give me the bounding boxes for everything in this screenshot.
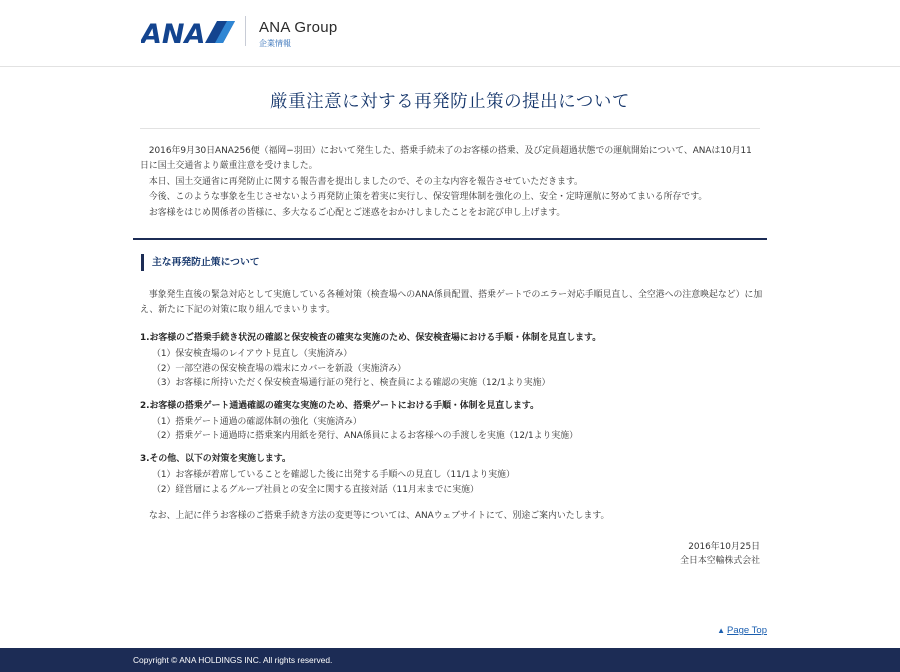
header-divider	[245, 16, 246, 46]
intro-paragraph: 今後、このような事象を生じさせないよう再発防止策を着実に実行し、保安管理体制を強化の上、安全・定時運航に努めてまいる所存です。	[148, 192, 708, 203]
ana-logo-text: ANA	[141, 19, 206, 46]
site-header	[0, 0, 900, 67]
measure-item: （1）搭乗ゲート通過の確認体制の強化（実施済み）	[152, 416, 362, 427]
copyright: Copyright © ANA HOLDINGS INC. All rights reserved.	[133, 655, 333, 665]
intro-text	[140, 144, 760, 221]
measure-heading: 3.その他、以下の対策を実施します。	[140, 453, 291, 464]
measure-item: （2）一部空港の保安検査場の端末にカバーを新設（実施済み）	[152, 363, 407, 374]
measures-list	[140, 331, 766, 505]
release-date: 2016年10月25日	[688, 542, 760, 552]
measure-items	[140, 415, 766, 444]
measure-item: （1）保安検査場のレイアウト見直し（実施済み）	[152, 349, 353, 359]
measure-item: （1）お客様が着席していることを確認した後に出発する手順への見直し（11/1より実施）	[152, 469, 515, 480]
group-name[interactable]: ANA Group	[259, 19, 338, 36]
measure-item: （3）お客様に所持いただく保安検査場通行証の発行と、検査員による確認の実施（12/1より実施）	[152, 378, 551, 389]
intro-paragraph: 本日、国土交通省に再発防止に関する報告書を提出しましたので、その主な内容を報告させていただきます。	[148, 176, 583, 187]
triangle-up-icon: ▲	[717, 626, 726, 635]
site-footer	[0, 648, 900, 672]
page-title: 厳重注意に対する再発防止策の提出について	[270, 92, 630, 112]
measure-item: （2）搭乗ゲート通過時に搭乗案内用紙を発行、ANA係員によるお客様への手渡しを実施（12/1より実施）	[152, 431, 578, 442]
intro-paragraph: お客様をはじめ関係者の皆様に、多大なるご心配とご迷惑をおかけしましたことをお詫び申し上げます。	[148, 207, 566, 218]
group-subtitle[interactable]: 企業情報	[259, 39, 291, 48]
page-top-link[interactable]	[717, 625, 767, 636]
measure-items	[140, 468, 766, 497]
intro-paragraph: 2016年9月30日ANA256便（福岡−羽田）において発生した、搭乗手続未了のお客様の搭乗、及び定員超過状態での運航開始について、ANAは10月11日に国土交通省より厳重注意を受けました。	[140, 146, 752, 172]
measure-heading: 2.お客様の搭乗ゲート通過確認の確実な実施のため、搭乗ゲートにおける手順・体制を見直します。	[140, 400, 539, 411]
measure-heading: 1.お客様のご搭乗手続き状況の確認と保安検査の確実な実施のため、保安検査場における手順・体制を見直します。	[140, 333, 602, 343]
measure-items	[140, 347, 766, 391]
page-top-label: Page Top	[727, 625, 767, 636]
section-lead: 事象発生直後の緊急対応として実施している各種対策（検査場へのANA係員配置、搭乗ゲートでのエラー対応手順見直し、全空港への注意喚起など）に加え、新たに下記の対策に取り組んでまいります。	[140, 290, 763, 316]
title-divider	[140, 128, 760, 129]
signature	[680, 540, 760, 568]
closing-note: なお、上記に伴うお客様のご搭乗手続き方法の変更等については、ANAウェブサイトにて、別途ご案内いたします。	[148, 511, 610, 521]
measure-item: （2）経営層によるグループ社員との安全に関する直接対話（11月末までに実施）	[152, 484, 479, 495]
section-heading: 主な再発防止策について	[141, 254, 260, 271]
section-divider	[133, 238, 767, 240]
company-name: 全日本空輸株式会社	[680, 556, 760, 566]
ana-logo[interactable]	[141, 18, 236, 46]
